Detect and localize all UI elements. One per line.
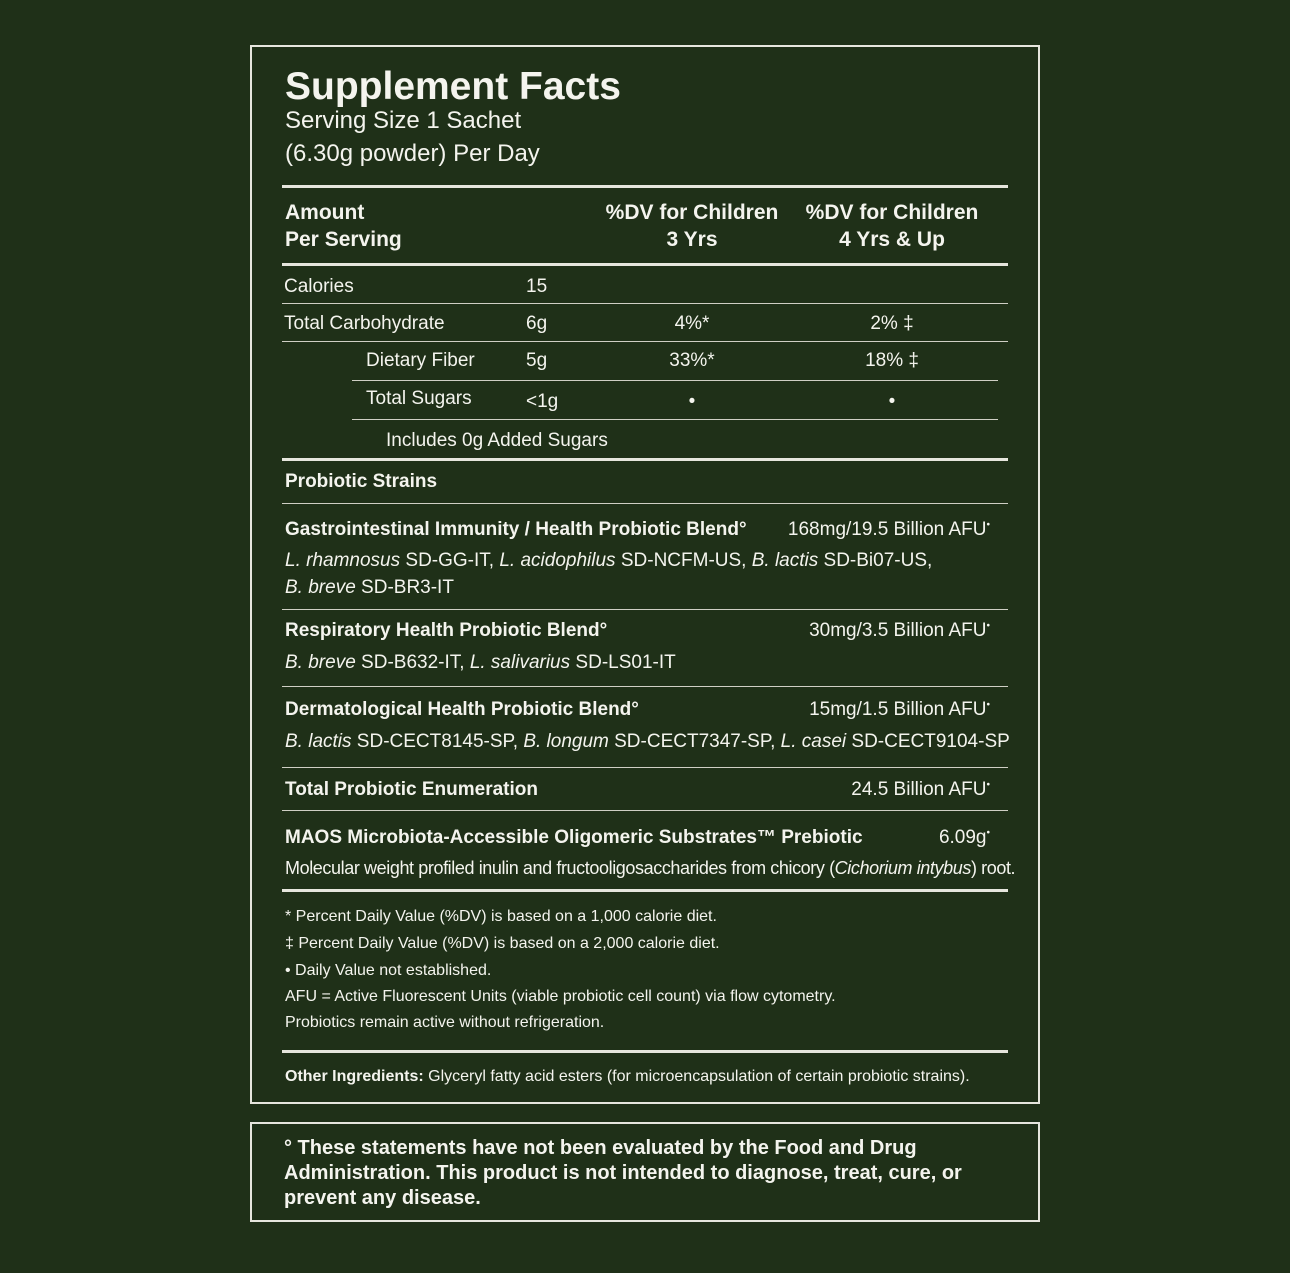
row-label-sugars: Total Sugars: [366, 388, 472, 409]
total-enumeration-amount: 24.5 Billion AFU•: [851, 779, 990, 800]
row-amount-sugars: <1g: [526, 391, 559, 412]
row-amount-fiber: 5g: [526, 350, 548, 371]
row-dv3-fiber: 33%*: [669, 350, 715, 371]
footnote-dv-not-established: • Daily Value not established.: [285, 962, 492, 979]
divider: [282, 686, 1008, 687]
header-amount: Amount Per Serving: [285, 201, 402, 251]
row-dv4-carb: 2% ‡: [870, 313, 914, 334]
total-enumeration-label: Total Probiotic Enumeration: [285, 779, 538, 800]
row-label-fiber: Dietary Fiber: [366, 350, 475, 371]
maos-name: MAOS Microbiota-Accessible Oligomeric Substrates™ Prebiotic: [285, 827, 863, 848]
serving-size: Serving Size 1 Sachet: [285, 107, 522, 134]
serving-detail: (6.30g powder) Per Day: [285, 140, 540, 167]
blend-amount-dermatological: 15mg/1.5 Billion AFU•: [809, 699, 990, 720]
footnote-2000-cal: ‡ Percent Daily Value (%DV) is based on a 2,000 calorie diet.: [285, 935, 720, 952]
divider: [282, 609, 1008, 610]
blend-name-gi: Gastrointestinal Immunity / Health Probiotic Blend°: [285, 519, 747, 540]
divider: [282, 458, 1008, 461]
maos-description: Molecular weight profiled inulin and fructooligosaccharides from chicory (Cichorium intybus) root.: [285, 858, 1016, 878]
header-dv-3yrs: %DV for Children 3 Yrs: [605, 201, 779, 251]
row-added-sugars: Includes 0g Added Sugars: [386, 430, 608, 451]
probiotic-heading: Probiotic Strains: [285, 471, 438, 492]
divider: [352, 380, 998, 381]
blend-name-dermatological: Dermatological Health Probiotic Blend°: [285, 699, 639, 720]
blend-strains-dermatological: B. lactis SD-CECT8145-SP, B. longum SD-CECT7347-SP, L. casei SD-CECT9104-SP: [285, 731, 1010, 752]
facts-title: Supplement Facts: [285, 65, 621, 108]
blend-name-respiratory: Respiratory Health Probiotic Blend°: [285, 620, 608, 641]
row-dv4-sugars: •: [888, 391, 896, 412]
blend-strains-gi-line2: B. breve SD-BR3-IT: [285, 577, 454, 598]
footnote-refrigeration: Probiotics remain active without refrigeration.: [285, 1014, 605, 1031]
blend-amount-gi: 168mg/19.5 Billion AFU•: [787, 519, 990, 540]
row-amount-carb: 6g: [526, 313, 548, 334]
row-dv3-carb: 4%*: [674, 313, 710, 334]
row-label-carb: Total Carbohydrate: [284, 313, 445, 334]
footnote-afu: AFU = Active Fluorescent Units (viable probiotic cell count) via flow cytometry.: [285, 988, 836, 1005]
row-dv4-fiber: 18% ‡: [865, 350, 919, 371]
footnote-1000-cal: * Percent Daily Value (%DV) is based on a 1,000 calorie diet.: [285, 908, 717, 925]
maos-amount: 6.09g•: [938, 827, 990, 848]
divider: [282, 503, 1008, 504]
fda-disclaimer: ° These statements have not been evaluated by the Food and Drug Administration. This product is not intended to diagnose, treat, cure, or prevent any disease.: [250, 1122, 1040, 1222]
row-amount-calories: 15: [526, 276, 548, 297]
blend-strains-respiratory: B. breve SD-B632-IT, L. salivarius SD-LS01-IT: [285, 652, 676, 673]
divider: [282, 263, 1008, 266]
divider: [282, 185, 1008, 188]
divider: [282, 767, 1008, 768]
header-dv-4yrs: %DV for Children 4 Yrs & Up: [805, 201, 979, 251]
divider: [282, 1050, 1008, 1053]
row-dv3-sugars: •: [688, 391, 696, 412]
divider: [282, 889, 1008, 892]
row-label-calories: Calories: [284, 276, 354, 297]
divider: [282, 303, 1008, 304]
divider: [282, 341, 1008, 342]
supplement-facts-panel: [250, 45, 1040, 1104]
divider: [352, 419, 998, 420]
blend-strains-gi-line1: L. rhamnosus SD-GG-IT, L. acidophilus SD-NCFM-US, B. lactis SD-Bi07-US,: [285, 550, 933, 571]
blend-amount-respiratory: 30mg/3.5 Billion AFU•: [809, 620, 990, 641]
divider: [282, 810, 1008, 811]
other-ingredients: Other Ingredients: Glyceryl fatty acid esters (for microencapsulation of certain probiotic strains).: [285, 1068, 970, 1085]
